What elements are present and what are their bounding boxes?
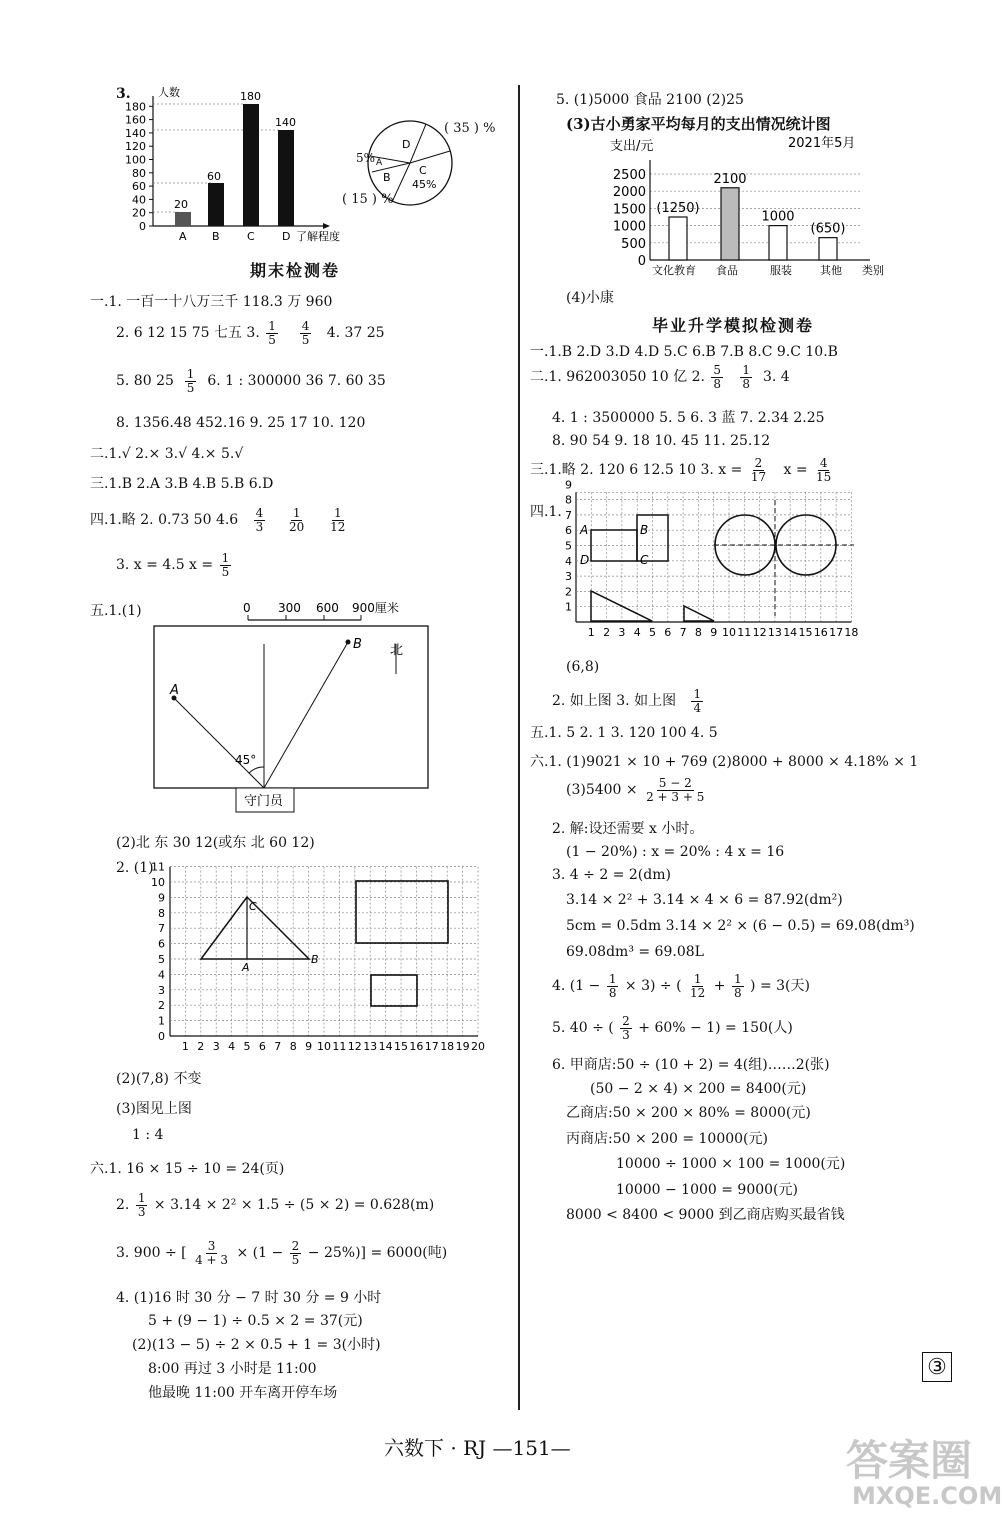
answer-line: 8. 90 54 9. 18 10. 45 11. 25.12 — [552, 433, 771, 449]
answer-line: 六.1. 16 × 15 ÷ 10 = 24(页) — [90, 1161, 285, 1177]
x-axis-label: 了解程度 — [296, 230, 340, 243]
grid-diagram-left — [150, 862, 495, 1057]
answer-line: 2. 解:设还需要 x 小时。 — [552, 821, 704, 837]
x-tick-label: 19 — [455, 1040, 470, 1053]
y-tick-label: 4 — [158, 968, 165, 982]
expense-bar-chart — [600, 134, 900, 276]
north-label: 北 — [390, 643, 404, 658]
fraction: $\frac{5 - 2}{2 + 3 + 5}$ — [646, 776, 705, 804]
x-tick-label: 14 — [783, 626, 798, 639]
answer-line: 3. 4 ÷ 2 = 2(dm) — [552, 867, 671, 883]
cat-label: 其他 — [820, 264, 842, 277]
bar-value-label: (650) — [810, 221, 846, 237]
x-tick-label: 17 — [424, 1040, 439, 1053]
answer-line: 4. (1 − $\frac{1}{8}$ × 3) ÷ ( $\frac{1}{12}$ + $\frac{1}{8}$ ) = 3(天) — [552, 972, 810, 1000]
label-D: D — [580, 553, 590, 567]
map-diagram — [150, 622, 432, 818]
x-tick-label: 1 — [587, 626, 595, 639]
answer-line: 丙商店:50 × 200 = 10000(元) — [566, 1131, 768, 1147]
column-divider — [518, 85, 520, 1410]
x-tick-label: 6 — [258, 1040, 266, 1053]
grid-diagram-right — [562, 478, 872, 648]
page-footer: 六数下 · RJ —151— — [384, 1436, 571, 1460]
answer-line: 五.1.(1) — [90, 603, 142, 619]
fraction: $\frac{1}{5}$ — [221, 551, 230, 579]
answer-line: (2)北 东 30 12(或东 北 60 12) — [116, 835, 315, 851]
y-tick-label: 9 — [565, 478, 572, 492]
answer-line: 10000 − 1000 = 9000(元) — [616, 1182, 798, 1198]
answer-line: 2. (1) — [116, 860, 154, 876]
bar-label-C: 180 — [240, 90, 261, 103]
y-tick-label: 8 — [158, 906, 165, 920]
x-tick-label: 3 — [618, 626, 626, 639]
label-A: A — [580, 523, 589, 537]
answer-line: 四.1. — [530, 504, 562, 520]
label-B: B — [311, 953, 319, 966]
cat-B: B — [212, 230, 220, 243]
line-to-B — [264, 642, 348, 788]
answer-line: 一.1. 一百一十八万三千 118.3 万 960 — [90, 294, 333, 310]
y-tick-label: 5 — [565, 539, 572, 553]
pie-divider — [410, 124, 426, 163]
fraction: $\frac{2}{3}$ — [622, 1014, 630, 1042]
pie-value-bottom: ( 15 ) % — [342, 192, 394, 207]
answer-line: (2)(7,8) 不变 — [116, 1071, 202, 1087]
x-tick-label: 17 — [829, 626, 844, 639]
fraction: $\frac{2}{5}$ — [291, 1239, 300, 1267]
x-tick-label: 7 — [679, 626, 687, 639]
y-tick-label: 100 — [125, 153, 146, 167]
pie-label-A: A — [376, 158, 383, 168]
x-tick-label: 5 — [649, 626, 656, 639]
bar-D — [278, 130, 294, 226]
pie-label-C: C — [419, 164, 427, 177]
section-title-graduation: 毕业升学模拟检测卷 — [652, 316, 815, 335]
y-tick-label: 7 — [158, 922, 165, 936]
x-tick-label: 2 — [197, 1040, 205, 1053]
rectangle-small — [371, 975, 417, 1006]
y-tick-label: 120 — [125, 140, 146, 154]
y-tick-label: 0 — [158, 1030, 165, 1043]
y-tick-label: 160 — [125, 113, 146, 127]
x-tick-label: 16 — [409, 1040, 424, 1053]
angle-label: 45° — [235, 753, 257, 767]
answer-line: 69.08dm³ = 69.08L — [566, 944, 704, 960]
bar-服装 — [769, 226, 787, 260]
line-to-A — [174, 698, 264, 788]
x-tick-label: 7 — [274, 1040, 282, 1053]
y-tick-label: 7 — [565, 508, 572, 522]
pie-divider — [410, 151, 450, 163]
fraction: $\frac{1}{12}$ — [690, 972, 706, 1000]
scale-label: 900厘米 — [352, 601, 399, 615]
y-tick-label: 10 — [151, 876, 165, 889]
fraction: $\frac{1}{5}$ — [186, 367, 195, 395]
cat-label: 食品 — [716, 264, 738, 277]
y-tick-label: 4 — [565, 554, 572, 568]
triangle-small — [684, 606, 714, 621]
answer-line: 二.1. 962003050 10 亿 2. $\frac{5}{8}$ $\frac{1}{8}$ 3. 4 — [530, 363, 790, 391]
x-tick-label: 4 — [633, 626, 641, 639]
label-C: C — [249, 900, 257, 913]
answer-line: 10000 ÷ 1000 × 100 = 1000(元) — [616, 1156, 846, 1172]
x-tick-label: 12 — [347, 1040, 362, 1053]
answer-line: 五.1. 5 2. 1 3. 120 100 4. 5 — [530, 725, 718, 741]
bar-食品 — [721, 188, 739, 260]
bar-A — [175, 212, 191, 226]
cat-C: C — [247, 230, 255, 243]
answer-line: 8000 < 8400 < 9000 到乙商店购买最省钱 — [566, 1207, 845, 1223]
left-bar-chart — [118, 84, 338, 242]
x-tick-label: 4 — [228, 1040, 236, 1053]
fraction: $\frac{4}{5}$ — [301, 319, 310, 347]
triangle-large — [591, 591, 652, 621]
answer-line: 8. 1356.48 452.16 9. 25 17 10. 120 — [116, 415, 366, 431]
answer-line: 5. (1)5000 食品 2100 (2)25 — [556, 92, 744, 108]
pie-value-5: 5% — [356, 151, 376, 165]
angle-arc — [249, 767, 264, 773]
answer-line: 3. 900 ÷ [ $\frac{3}{4 + 3}$ × (1 − $\frac{2}{5}$ − 25%)] = 6000(吨) — [116, 1239, 448, 1267]
y-tick-label: 6 — [158, 937, 165, 951]
scale-label: 600 — [316, 601, 339, 615]
y-tick-label: 6 — [565, 524, 572, 538]
answer-line: 8:00 再过 3 小时是 11:00 — [148, 1361, 317, 1377]
pie-label-B: B — [383, 171, 391, 184]
y-tick-label: 8 — [565, 493, 572, 507]
bar-value-label: 2100 — [713, 171, 747, 187]
y-tick-label: 3 — [158, 983, 165, 997]
x-tick-label: 10 — [317, 1040, 331, 1053]
answer-line: 三.1.略 2. 120 6 12.5 10 3. x = $\frac{2}{17}$ x = $\frac{4}{15}$ — [530, 456, 832, 484]
answer-line: 5 + (9 − 1) ÷ 0.5 × 2 = 37(元) — [148, 1313, 363, 1329]
section-title-final: 期末检测卷 — [250, 261, 341, 280]
bar-B — [208, 183, 224, 226]
x-tick-label: 2 — [603, 626, 611, 639]
cat-label: 服装 — [770, 264, 792, 277]
y-tick-label: 60 — [132, 180, 146, 194]
answer-line: 他最晚 11:00 开车离开停车场 — [148, 1385, 338, 1401]
x-tick-label: 14 — [378, 1040, 393, 1053]
x-tick-label: 1 — [181, 1040, 189, 1053]
pie-value-top: ( 35 ) % — [444, 121, 496, 136]
scale-label: 300 — [278, 601, 301, 615]
x-tick-label: 10 — [722, 626, 736, 639]
x-tick-label: 18 — [844, 626, 859, 639]
cat-D: D — [282, 230, 291, 243]
y-tick-label: 0 — [139, 220, 146, 233]
y-tick-label: 2000 — [612, 185, 646, 201]
answer-line: (4)小康 — [566, 290, 614, 306]
pie-divider — [392, 163, 410, 202]
y-tick-label: 0 — [637, 254, 646, 269]
fraction: $\frac{4}{15}$ — [816, 456, 832, 484]
x-tick-label: 9 — [305, 1040, 313, 1053]
answer-line: 4. 1 : 3500000 5. 5 6. 3 蓝 7. 2.34 2.25 — [552, 410, 825, 426]
answer-line: 4. (1)16 时 30 分 − 7 时 30 分 = 9 小时 — [116, 1290, 382, 1306]
label-C: C — [640, 553, 649, 567]
bar-value-label: (1250) — [656, 201, 700, 216]
y-tick-label: 3 — [565, 570, 572, 584]
answer-line: (3)5400 × $\frac{5 - 2}{2 + 3 + 5}$ — [566, 776, 705, 804]
watermark-url: MXQE.COM — [852, 1482, 1002, 1510]
page-badge: ③ — [922, 1352, 952, 1382]
point-B — [346, 640, 351, 645]
guard-label: 守门员 — [244, 794, 284, 809]
question-number: 3. — [116, 86, 131, 102]
y-tick-label: 80 — [132, 166, 146, 180]
x-tick-label: 9 — [710, 626, 718, 639]
chart-ylabel: 支出/元 — [610, 139, 654, 154]
y-tick-label: 1 — [565, 600, 572, 614]
bar-label-A: 20 — [174, 198, 188, 211]
fraction: $\frac{1}{3}$ — [137, 1191, 146, 1219]
y-tick-label: 40 — [132, 193, 146, 207]
fraction: $\frac{1}{4}$ — [693, 687, 702, 715]
answer-line: 六.1. (1)9021 × 10 + 769 (2)8000 + 8000 × 4.18% × 1 — [530, 754, 919, 770]
x-tick-label: 3 — [212, 1040, 220, 1053]
x-tick-label: 11 — [332, 1040, 347, 1053]
label-B: B — [353, 637, 362, 652]
answer-line: 6. 甲商店:50 ÷ (10 + 2) = 4(组)……2(张) — [552, 1057, 830, 1073]
x-tick-label: 8 — [289, 1040, 297, 1053]
fraction: $\frac{2}{17}$ — [750, 456, 767, 484]
y-tick-label: 140 — [125, 126, 146, 140]
answer-line: (3)图见上图 — [116, 1101, 192, 1117]
x-axis-arrow — [323, 223, 330, 229]
bar-label-B: 60 — [207, 170, 221, 183]
y-tick-label: 20 — [132, 206, 146, 220]
answer-line: (6,8) — [566, 659, 600, 675]
fraction: $\frac{1}{12}$ — [330, 506, 346, 534]
chart-date: 2021年5月 — [788, 136, 856, 151]
chart-xlabel: 类别 — [862, 264, 884, 277]
answer-line: 2. $\frac{1}{3}$ × 3.14 × 2² × 1.5 ÷ (5 × 2) = 0.628(m) — [116, 1191, 435, 1219]
pie-label-D: D — [402, 138, 411, 151]
fraction: $\frac{3}{4 + 3}$ — [195, 1239, 229, 1267]
answer-line: (50 − 2 × 4) × 200 = 8400(元) — [590, 1081, 807, 1097]
answer-line: 3.14 × 2² + 3.14 × 4 × 6 = 87.92(dm²) — [566, 892, 843, 908]
x-tick-label: 6 — [664, 626, 672, 639]
y-tick-label: 500 — [621, 236, 646, 252]
answer-line: 1 : 4 — [132, 1127, 164, 1143]
chart-title: (3)古小勇家平均每月的支出情况统计图 — [566, 115, 831, 133]
x-tick-label: 18 — [440, 1040, 455, 1053]
answer-line: 一.1.B 2.D 3.D 4.D 5.C 6.B 7.B 8.C 9.C 10.B — [530, 344, 838, 360]
x-tick-label: 15 — [798, 626, 813, 639]
answer-line: 三.1.B 2.A 3.B 4.B 5.B 6.D — [90, 476, 274, 492]
cat-label: 文化教育 — [652, 264, 696, 277]
answer-line: 2. 如上图 3. 如上图 $\frac{1}{4}$ — [552, 687, 702, 715]
x-tick-label: 12 — [752, 626, 767, 639]
label-A: A — [170, 683, 179, 698]
answer-line: (1 − 20%) : x = 20% : 4 x = 16 — [566, 844, 785, 860]
x-tick-label: 5 — [243, 1040, 251, 1053]
y-tick-label: 1500 — [612, 202, 646, 218]
x-tick-label: 13 — [363, 1040, 378, 1053]
label-A: A — [242, 961, 250, 974]
fraction: $\frac{1}{8}$ — [608, 972, 617, 1000]
fraction: $\frac{4}{3}$ — [255, 506, 264, 534]
y-tick-label: 1 — [158, 1014, 165, 1028]
watermark-logo: 答案圈 — [846, 1436, 973, 1485]
rectangle-large — [356, 881, 448, 943]
fraction: $\frac{5}{8}$ — [713, 363, 722, 391]
fraction: $\frac{1}{20}$ — [289, 506, 305, 534]
y-tick-label: 2 — [565, 585, 572, 599]
y-tick-label: 11 — [151, 860, 165, 874]
x-tick-label: 20 — [471, 1040, 485, 1053]
answer-line: 二.1.√ 2.× 3.√ 4.× 5.√ — [90, 446, 244, 462]
y-tick-label: 5 — [158, 953, 165, 966]
y-tick-label: 2500 — [612, 168, 646, 183]
answer-line: 乙商店:50 × 200 × 80% = 8000(元) — [566, 1105, 811, 1121]
answer-line: 3. x = 4.5 x = $\frac{1}{5}$ — [116, 551, 230, 579]
y-tick-label: 2 — [158, 999, 165, 1013]
bar-其他 — [819, 238, 837, 260]
label-B: B — [640, 523, 649, 537]
y-tick-label: 9 — [158, 891, 165, 905]
pie-label-45: 45% — [412, 178, 437, 191]
fraction: $\frac{1}{5}$ — [268, 319, 276, 347]
answer-line: 2. 6 12 15 75 七五 3. $\frac{1}{5}$ $\frac{4}{5}$ 4. 37 25 — [116, 319, 385, 347]
scale-label: 0 — [243, 601, 251, 615]
x-tick-label: 8 — [694, 626, 702, 639]
y-axis-label: 人数 — [158, 86, 180, 99]
answer-line: 5. 40 ÷ ( $\frac{2}{3}$ + 60% − 1) = 150(人) — [552, 1014, 793, 1042]
bar-文化教育 — [669, 217, 687, 260]
y-tick-label: 180 — [125, 100, 146, 114]
x-tick-label: 13 — [767, 626, 782, 639]
fraction: $\frac{1}{8}$ — [733, 972, 742, 1000]
bar-C — [243, 104, 259, 226]
map-frame — [154, 626, 428, 788]
cat-A: A — [179, 230, 187, 243]
answer-line: 5. 80 25 $\frac{1}{5}$ 6. 1 : 300000 36 7. 60 35 — [116, 367, 386, 395]
answer-line: (2)(13 − 5) ÷ 2 × 0.5 + 1 = 3(小时) — [132, 1337, 381, 1353]
x-tick-label: 16 — [813, 626, 828, 639]
bar-label-D: 140 — [275, 116, 296, 129]
y-tick-label: 1000 — [612, 219, 646, 235]
answer-line: 5cm = 0.5dm 3.14 × 2² × (6 − 0.5) = 69.08(dm³) — [566, 918, 915, 934]
bar-value-label: 1000 — [761, 209, 795, 225]
x-tick-label: 15 — [394, 1040, 408, 1053]
x-tick-label: 11 — [737, 626, 752, 639]
fraction: $\frac{1}{8}$ — [742, 363, 751, 391]
answer-line: 四.1.略 2. 0.73 50 4.6 $\frac{4}{3}$ $\frac{1}{20}$ $\frac{1}{12}$ — [90, 506, 346, 534]
